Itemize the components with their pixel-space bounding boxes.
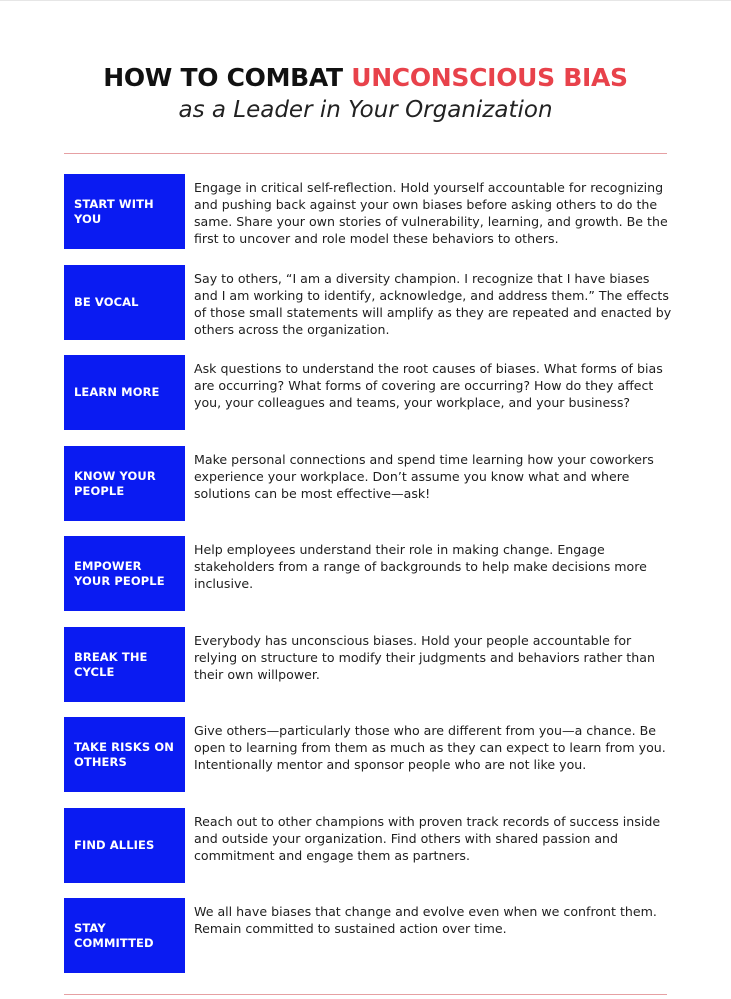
step-label: EMPOWER YOUR PEOPLE — [74, 558, 165, 588]
step-label-box — [64, 355, 185, 430]
step-description: Help employees understand their role in making change. Engage stakeholders from a range of backgrounds to help make decisions more inclusive. — [194, 542, 647, 591]
step-label-box — [64, 808, 185, 883]
step-stay-committed — [64, 898, 674, 973]
step-label-box — [64, 627, 185, 702]
title-black-part: HOW TO COMBAT — [103, 63, 352, 92]
step-label-box — [64, 898, 185, 973]
step-label-box — [64, 174, 185, 249]
step-label-box — [64, 265, 185, 340]
step-label: START WITH YOU — [74, 196, 154, 226]
step-know-your-people — [64, 446, 674, 521]
step-break-the-cycle — [64, 627, 674, 702]
step-start-with-you — [64, 174, 674, 249]
step-description: Everybody has unconscious biases. Hold your people accountable for relying on structure to modify their judgments and behaviors rather than their own willpower. — [194, 633, 655, 682]
step-learn-more — [64, 355, 674, 430]
step-description: Make personal connections and spend time learning how your coworkers experience your workplace. Don’t assume you know what and where solutions can be most effective—ask! — [194, 452, 654, 501]
step-description: Say to others, “I am a diversity champion. I recognize that I have biases and I am working to identify, acknowledge, and address them.” The effects of those small statements will amplify as they are repeated and enacted by others across the organization. — [194, 271, 672, 337]
step-empower-your-people — [64, 536, 674, 611]
step-description: We all have biases that change and evolve even when we confront them. Remain committed to sustained action over time. — [194, 904, 657, 936]
title-red-part: UNCONSCIOUS BIAS — [351, 63, 628, 92]
step-be-vocal — [64, 265, 674, 340]
step-label-box — [64, 536, 185, 611]
step-label-box — [64, 717, 185, 792]
step-description: Reach out to other champions with proven track records of success inside and outside your organization. Find others with shared passion and commitment and engage them as partners. — [194, 814, 661, 863]
step-find-allies — [64, 808, 674, 883]
step-label-box — [64, 446, 185, 521]
top-divider — [64, 153, 667, 154]
step-description: Engage in critical self-reflection. Hold yourself accountable for recognizing and pushing back against your own biases before asking others to do the same. Share your own stories of vulnerability, learning, and growth. Be the first to uncover and role model these behaviors to others. — [194, 180, 668, 246]
step-description: Ask questions to understand the root causes of biases. What forms of bias are occurring? What forms of covering are occurring? How do they affect you, your colleagues and teams, your workplace, and your business? — [194, 361, 663, 410]
step-take-risks-on-others — [64, 717, 674, 792]
bottom-divider — [64, 994, 667, 995]
page-subtitle: as a Leader in Your Organization — [178, 97, 553, 123]
step-label: FIND ALLIES — [74, 838, 155, 852]
top-border — [0, 0, 731, 1]
step-label: BREAK THE CYCLE — [74, 649, 148, 679]
step-label: TAKE RISKS ON OTHERS — [74, 739, 174, 769]
step-description: Give others—particularly those who are different from you—a chance. Be open to learning from them as much as they can expect to learn from you. Intentionally mentor and sponsor people who are not like you. — [194, 723, 666, 772]
step-label: KNOW YOUR PEOPLE — [74, 468, 156, 498]
step-label: LEARN MORE — [74, 385, 160, 399]
step-label: STAY COMMITTED — [74, 920, 154, 950]
step-label: BE VOCAL — [74, 295, 139, 309]
page-title — [0, 62, 731, 94]
